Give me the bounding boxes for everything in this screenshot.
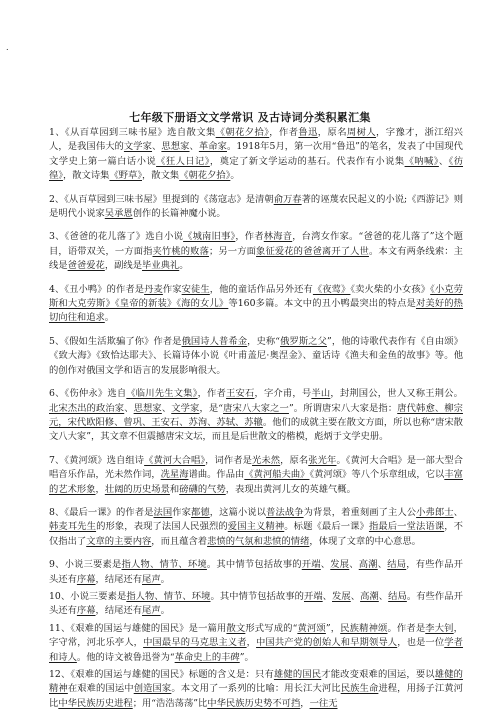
text-segment: ，作者 [197,388,227,400]
underlined-term: 尾声 [142,605,161,617]
corner-mark: . [6,43,9,52]
underlined-term: 思想家 [133,402,162,414]
underlined-term: 《朝花夕拾》 [179,170,231,182]
text-segment: 7、《黄河颂》选自组诗 [49,454,145,466]
text-segment: ，词作者是 [205,454,253,466]
text-segment: ，体现了文章的中心意思。 [309,535,421,547]
underlined-term: 法国 [153,506,173,518]
text-segment: 、 [189,141,199,153]
text-segment: ”。所谓唐宋八大家是指： [288,402,398,414]
text-segment: ；用“浩浩荡荡”比 [132,697,208,709]
paragraph-1 [49,126,463,184]
underlined-term: 民族生命 [340,683,379,695]
text-segment: ”，他的诗歌代表作有《自由颂》《致大海》《致恰达耶夫》、长篇诗体小说《叶甫盖尼·奥涅金》、童话诗《渔夫和金鱼的故事》等。他的创作对俄国文学和语言的发展影响很大。 [49,335,463,376]
text-segment: 。有些作品开头还有 [49,590,463,617]
underlined-term: 对美好的热切向往和追求 [49,298,463,324]
text-segment: ；另一方面 [208,245,257,257]
underlined-term: 小弗郎士 [416,506,454,518]
text-segment: 。作者是 [387,622,426,634]
text-segment: 。 [230,170,240,182]
text-segment: 。 [160,573,170,585]
underlined-term: 指人物、情节、环境 [121,559,207,571]
underlined-term: 都德 [191,506,210,518]
text-segment: 、 [438,155,449,167]
text-segment: 。他的诗文被鲁迅誉为“ [76,651,175,663]
underlined-term: 《小克劳斯和大克劳斯》 [49,283,463,310]
underlined-term: 高潮 [358,559,378,571]
text-segment: ，散文诗集 [62,170,110,182]
text-segment: 才能改变艰难的国运，要以 [321,669,435,680]
text-segment: ，史称“ [247,335,281,347]
text-segment: 。其中情节包括故事的 [206,559,302,571]
underlined-term: 学者和诗人 [49,637,463,663]
underlined-term: 《野草》 [109,170,142,182]
underlined-term: 壮阔的历史场景 [104,483,170,495]
underlined-term: 散文 [226,622,246,634]
underlined-term: 《皇帝的新装》 [115,298,177,310]
underlined-term: 文学家 [123,141,153,153]
underlined-term: 开端 [301,559,321,571]
text-segment: 进程，用扬子江黄河比 [49,683,463,709]
text-segment: 为背景，着重刻画了主人公 [303,506,417,518]
underlined-term: 半山 [311,388,331,400]
text-segment: ，原名 [280,454,309,466]
underlined-term: 丰富的艺术形象 [49,469,463,495]
text-segment: 。 [104,312,115,324]
text-segment: ， [95,483,105,495]
text-segment: ，结尾还有 [95,573,143,585]
underlined-term: 《黄河大合唱》 [144,454,206,466]
text-segment: 形式写成的“ [245,622,298,634]
text-segment: 10、小说三要素是 [49,590,127,602]
underlined-term: 中华民族历史势不可挡 [207,697,301,709]
underlined-term: 中华民族历史进程 [58,697,133,709]
text-segment: 12、《艰难的国运与雄健的国民》标题的含义是：只有 [49,669,274,680]
underlined-term: 夹竹桃的败落 [152,245,209,257]
text-segment: 作家 [162,283,182,295]
underlined-term: 唐宋八大家之一 [223,402,289,414]
text-segment: ，原名 [317,127,347,138]
underlined-term: 《朝花夕拾》 [215,127,270,138]
text-segment: ，他的童话作品另外还有 [209,283,313,295]
underlined-term: 中国最早的马克思主义者 [143,637,247,649]
underlined-term: 结局 [387,559,407,571]
text-segment: ”。 [239,651,254,663]
text-segment: 4、《丑小鸭》的作者是 [49,283,145,295]
paragraph-8 [49,506,463,549]
text-segment: 。他们的成就主要在散文方面，所以也称“唐宋散文八大家”，其文章不但震撼唐宋文坛，而且是后世散文的楷模，彪炳于文学史册。 [49,416,463,443]
text-segment: 。 [179,260,189,272]
underlined-term: 尾声 [142,573,161,585]
text-segment: ，作者 [269,127,299,138]
underlined-term: 革命家 [198,141,227,153]
text-segment: ，字豫才，浙江绍兴人，是我国伟大的 [49,127,463,153]
underlined-term: 鲁迅 [298,127,318,138]
underlined-term: 北宋杰出的政治家 [49,402,125,414]
text-segment: ， [246,637,257,649]
underlined-term: 文学家 [171,402,200,414]
text-segment: 11、《艰难的国运与雄健的国民》是一篇用 [49,622,227,634]
text-segment: 、 [152,141,162,153]
underlined-term: 《黄河船夫曲》 [244,469,310,481]
underlined-term: 指最后一堂法语课 [368,521,445,533]
underlined-term: 思想家 [161,141,190,153]
underlined-term: 俄罗斯之父 [280,335,327,347]
underlined-term: 开端 [303,590,323,602]
text-segment: 。本文有两条线索：主线是 [49,245,463,272]
underlined-term: 唐代韩愈、柳宗元，宋代欧阳修、曾巩、王安石、苏洵、苏轼、苏辙 [49,402,463,428]
text-segment: 作家 [172,506,192,518]
text-segment: 。本文用了一系列的比喻：用长江大河比 [171,683,341,695]
text-segment: ，作者 [235,231,264,243]
underlined-term: 革命史上的丰碑 [174,651,240,663]
underlined-term: 象征爱花的爸爸离开了人世 [256,245,369,257]
text-segment: 著的诬蔑农民起义的小说;《西游记》则是明代小说家 [49,193,463,220]
underlined-term: 悲愤的气氛和悲愤的情绪 [207,535,310,547]
paragraph-5 [49,335,463,378]
underlined-term: 俄国诗人普希金 [181,335,248,347]
underlined-term: 民族精神颂 [340,622,388,634]
underlined-term: 李大钊 [425,622,454,634]
underlined-term: 黄河颂 [297,622,326,634]
text-segment: 、 [350,590,361,602]
underlined-term: 丹麦 [144,283,163,295]
text-segment: 。其中情节包括故事的 [210,590,304,602]
text-segment: ，字介甫，号 [254,388,312,400]
text-segment: ，字守常，河北乐亭人， [49,622,463,649]
text-segment: 3、《爸爸的花儿落了》选自小说 [49,231,184,243]
text-segment: ，散文集 [142,170,180,182]
text-segment: 5、《假如生活欺骗了你》作者是 [49,335,182,347]
underlined-term: 爱国主义精神 [227,521,285,533]
paragraph-9 [49,558,463,587]
underlined-term: 发展 [332,590,351,602]
underlined-term: 《夜莺》 [312,283,351,295]
underlined-term: 爸爸爱花 [67,260,105,272]
document-body [49,126,463,714]
underlined-term: 安徒生 [181,283,210,295]
document-title: 七年级下册语文文学常识 及古诗词分类积累汇集 [129,111,371,124]
text-segment: 《黄河颂》等八个乐章组成，它以 [309,469,445,481]
paragraph-10 [49,590,463,619]
paragraph-12 [49,668,463,711]
underlined-term: 冼星海 [160,469,189,481]
text-segment: ，有些作品开头还有 [49,559,463,585]
underlined-term: 发展 [330,559,350,571]
underlined-term: 《临川先生文集》 [126,388,198,400]
text-segment: 谱曲。作品由 [188,469,245,481]
text-segment: 8、《最后一课》的作者是 [49,506,154,518]
underlined-term: 创造国家 [133,683,172,695]
underlined-term: 序幕 [76,605,96,617]
underlined-term: 俞万春 [273,193,302,205]
text-segment: ”， [325,622,341,634]
text-segment: ，这篇小说以 [209,506,267,518]
text-segment: 、 [377,559,388,571]
text-segment: ，封荆国公，世人又称王荆公。 [330,388,463,400]
underlined-term: 王安石 [226,388,255,400]
underlined-term: 《呐喊》 [404,155,439,167]
paragraph-3 [49,230,463,273]
underlined-term: 雄健的精神 [49,669,463,695]
text-segment: 创作的长篇神魔小说。 [132,208,226,220]
text-segment: 在艰难的国运中 [67,683,134,695]
paragraph-6 [49,387,463,445]
text-segment: ，不仅指出了 [49,521,463,547]
underlined-term: 《彷徨》 [49,155,463,182]
text-segment: 的形象，表现了法国人民强烈的 [96,521,228,533]
text-segment: ，表现出黄河儿女的英雄气概。 [225,483,356,495]
text-segment: 、 [320,559,331,571]
text-segment: 。 [160,605,170,617]
text-segment: 、 [161,402,172,414]
text-segment: 、 [124,402,134,414]
underlined-term: 中国共产党的创始人和早期领导人 [256,637,398,649]
underlined-term: 《狂人日记》 [156,155,210,167]
text-segment: ， [300,697,310,709]
paragraph-4 [49,283,463,326]
text-segment: 、 [378,590,389,602]
underlined-term: 指人物、情节、环境 [126,590,211,602]
text-segment: 和 [169,483,180,495]
text-segment: 9、小说三要素是 [49,559,122,571]
underlined-term: 普法战争 [266,506,304,518]
text-segment: 2、《从百草园到三味书屋》里提到的《荡寇志》是清朝 [49,193,274,205]
underlined-term: 一往无 [309,697,338,709]
underlined-term: 磅礴的气势 [179,483,226,495]
underlined-term: 张光年 [308,454,337,466]
text-segment: ，台湾女作家。“爸爸的花儿落了”这个题目，语带双关，一方面指 [49,231,463,257]
text-segment: 、 [349,559,359,571]
text-segment: ，而且蕴含着 [151,535,208,547]
paragraph-11 [49,622,463,665]
paragraph-2 [49,193,463,222]
text-segment: ，结尾还有 [95,605,143,617]
underlined-term: 周树人 [346,127,377,138]
underlined-term: 《城南旧事》 [183,231,236,243]
paragraph-7 [49,454,463,497]
underlined-term: 光未然 [252,454,281,466]
underlined-term: 韩麦耳先生 [49,521,97,533]
text-segment: 1、《从百草园到三味书屋》选自散文集 [49,127,216,138]
underlined-term: 《海的女儿》 [176,298,229,310]
text-segment: 《卖火柴的小女孩》 [350,283,431,295]
text-segment: 。《黄河大合唱》是一部大型合唱音乐作品，光未然作词， [49,454,463,481]
underlined-term: 林海音 [263,231,293,243]
text-segment: 等160多篇。本文中的丑小鸭最突出的特点是 [228,298,416,310]
text-segment: ，奠定了新文学运动的基石。代表作有小说集 [209,155,405,167]
underlined-term: 文章的主要内容 [86,535,152,547]
underlined-term: 吴承恩 [104,208,133,220]
underlined-term: 雄健的国民 [273,669,322,680]
text-segment: 。标题《最后一课》 [284,521,369,533]
underlined-term: 毕业典礼 [142,260,180,272]
text-segment: ，副线是 [104,260,143,272]
text-segment: ，也是一位 [397,637,445,649]
text-segment: 、 [453,506,463,518]
underlined-term: 序幕 [76,573,96,585]
underlined-term: 结局 [388,590,407,602]
text-segment: ，是“ [199,402,224,414]
text-segment: 。1918年5月，第一次用“鲁迅”的笔名，发表了中国现代文学史上第一篇白话小说 [49,141,463,167]
text-segment: 、 [322,590,333,602]
underlined-term: 高潮 [360,590,379,602]
text-segment: 6、《伤仲永》选自 [49,388,127,400]
